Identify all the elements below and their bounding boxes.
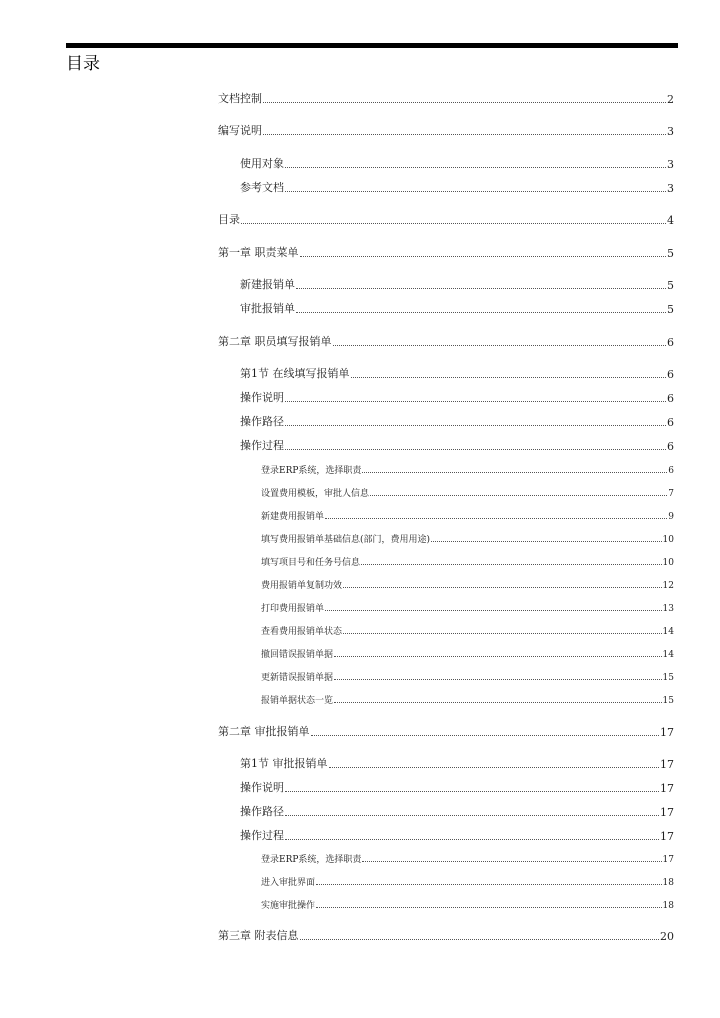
dot-leader [329,766,660,768]
dot-leader [362,471,667,473]
dot-leader [325,609,662,611]
toc-entry-page: 10 [662,535,674,545]
toc-entry-label: 更新错误报销单据 [261,673,334,683]
toc-entry-page: 6 [667,416,674,429]
dot-leader [361,563,662,565]
toc-entry-page: 17 [660,806,674,819]
toc-entry[interactable] [240,779,674,795]
dot-leader [333,344,667,346]
toc-entry-page: 17 [662,855,674,865]
toc-entry-label: 第1节 审批报销单 [240,757,328,770]
toc-entry-page: 4 [667,214,674,227]
toc-entry-label: 实施审批操作 [261,901,316,911]
dot-leader [316,883,662,885]
dot-leader [362,860,661,862]
toc-entry[interactable] [261,486,674,499]
toc-entry[interactable] [261,647,674,660]
toc-entry-label: 设置费用模板，审批人信息 [261,489,370,499]
dot-leader [296,287,666,289]
toc-entry[interactable] [240,755,674,771]
dot-leader [285,400,666,402]
toc-entry[interactable] [218,90,674,106]
toc-entry-page: 17 [660,726,674,739]
toc-entry[interactable] [218,927,674,943]
toc-entry-label: 查看费用报销单状态 [261,627,343,637]
dot-leader [300,938,660,940]
toc-entry[interactable] [261,898,674,911]
dot-leader [431,540,662,542]
toc-entry-label: 使用对象 [240,157,284,170]
toc-entry-label: 操作说明 [240,391,284,404]
dot-leader [241,222,666,224]
toc-entry-label: 填写项目号和任务号信息 [261,558,361,568]
toc-entry[interactable] [240,276,674,292]
toc-entry-label: 第二章 审批报销单 [218,725,310,738]
toc-entry-label: 第一章 职责菜单 [218,246,299,259]
toc-entry[interactable] [261,601,674,614]
toc-entry[interactable] [240,437,674,453]
toc-entry-label: 报销单据状态一览 [261,696,334,706]
toc-entry-page: 3 [667,182,674,195]
toc-entry-page: 20 [660,930,674,943]
dot-leader [285,166,666,168]
toc-entry-label: 费用报销单复制功效 [261,581,343,591]
dot-leader [334,655,662,657]
dot-leader [296,311,666,313]
toc-entry-label: 填写费用报销单基础信息(部门，费用用途) [261,535,431,545]
toc-entry[interactable] [240,179,674,195]
dot-leader [263,101,666,103]
toc-entry-page: 6 [668,466,674,476]
toc-entry[interactable] [261,693,674,706]
toc-entry[interactable] [240,155,674,171]
toc-entry-label: 登录ERP系统，选择职责 [261,466,362,476]
toc-entry[interactable] [261,852,674,865]
toc-entry[interactable] [240,827,674,843]
toc-entry-label: 操作过程 [240,439,284,452]
dot-leader [285,790,659,792]
toc-entry[interactable] [240,803,674,819]
toc-entry[interactable] [218,122,674,138]
dot-leader [285,838,659,840]
toc-entry-label: 文档控制 [218,92,262,105]
toc-entry-label: 新建报销单 [240,278,295,291]
toc-entry-page: 6 [667,368,674,381]
toc-entry-page: 17 [660,830,674,843]
dot-leader [263,133,666,135]
toc-entry-label: 登录ERP系统，选择职责 [261,855,362,865]
dot-leader [285,814,659,816]
toc-entry-page: 2 [667,93,674,106]
toc-entry[interactable] [240,413,674,429]
toc-entry-label: 操作路径 [240,415,284,428]
toc-entry[interactable] [218,211,674,227]
dot-leader [285,424,666,426]
toc-entry-page: 14 [662,650,674,660]
toc-entry[interactable] [218,333,674,349]
toc-entry-page: 5 [667,303,674,316]
toc-entry-page: 3 [667,125,674,138]
toc-entry-label: 目录 [218,213,240,226]
dot-leader [285,448,666,450]
dot-leader [300,255,667,257]
toc-entry-page: 13 [662,604,674,614]
toc-entry[interactable] [261,509,674,522]
toc-entry-page: 6 [667,440,674,453]
toc-entry-label: 第二章 职员填写报销单 [218,335,332,348]
dot-leader [316,906,662,908]
toc-entry[interactable] [240,365,674,381]
dot-leader [311,734,660,736]
toc-entry-page: 17 [660,782,674,795]
toc-entry[interactable] [261,532,674,545]
toc-entry-label: 第三章 附表信息 [218,929,299,942]
toc-entry-page: 6 [667,336,674,349]
toc-entry-page: 15 [662,696,674,706]
toc-entry[interactable] [261,463,674,476]
toc-entry-page: 12 [662,581,674,591]
toc-entry-label: 参考文档 [240,181,284,194]
page-title: 目录 [66,54,100,74]
toc-entry[interactable] [218,244,674,260]
toc-entry-label: 撤回错误报销单据 [261,650,334,660]
dot-leader [351,376,667,378]
toc-entry[interactable] [261,670,674,683]
toc-entry-label: 操作说明 [240,781,284,794]
toc-entry[interactable] [261,624,674,637]
toc-entry-label: 编写说明 [218,124,262,137]
toc-entry[interactable] [240,389,674,405]
toc-entry-page: 15 [662,673,674,683]
dot-leader [334,678,662,680]
toc-entry-label: 新建费用报销单 [261,512,325,522]
dot-leader [285,190,666,192]
toc-entry-page: 18 [662,901,674,911]
dot-leader [343,632,662,634]
toc-entry[interactable] [261,555,674,568]
toc-entry-page: 5 [667,279,674,292]
toc-entry-label: 进入审批界面 [261,878,316,888]
toc-entry-label: 第1节 在线填写报销单 [240,367,350,380]
dot-leader [334,701,662,703]
dot-leader [370,494,667,496]
toc-entry-page: 17 [660,758,674,771]
dot-leader [325,517,667,519]
toc-entry-label: 操作路径 [240,805,284,818]
toc-entry-label: 操作过程 [240,829,284,842]
toc-entry-page: 6 [667,392,674,405]
toc-entry-page: 9 [668,512,674,522]
toc-entry-page: 3 [667,158,674,171]
dot-leader [343,586,662,588]
toc-entry[interactable] [240,300,674,316]
toc-entry-page: 10 [662,558,674,568]
toc-entry-page: 14 [662,627,674,637]
header-rule [66,43,678,48]
toc-entry-label: 审批报销单 [240,302,295,315]
toc-entry-page: 18 [662,878,674,888]
toc-entry-label: 打印费用报销单 [261,604,325,614]
toc-entry-page: 5 [667,247,674,260]
toc-entry[interactable] [261,875,674,888]
toc-entry[interactable] [261,578,674,591]
toc-entry-page: 7 [668,489,674,499]
toc-entry[interactable] [218,723,674,739]
